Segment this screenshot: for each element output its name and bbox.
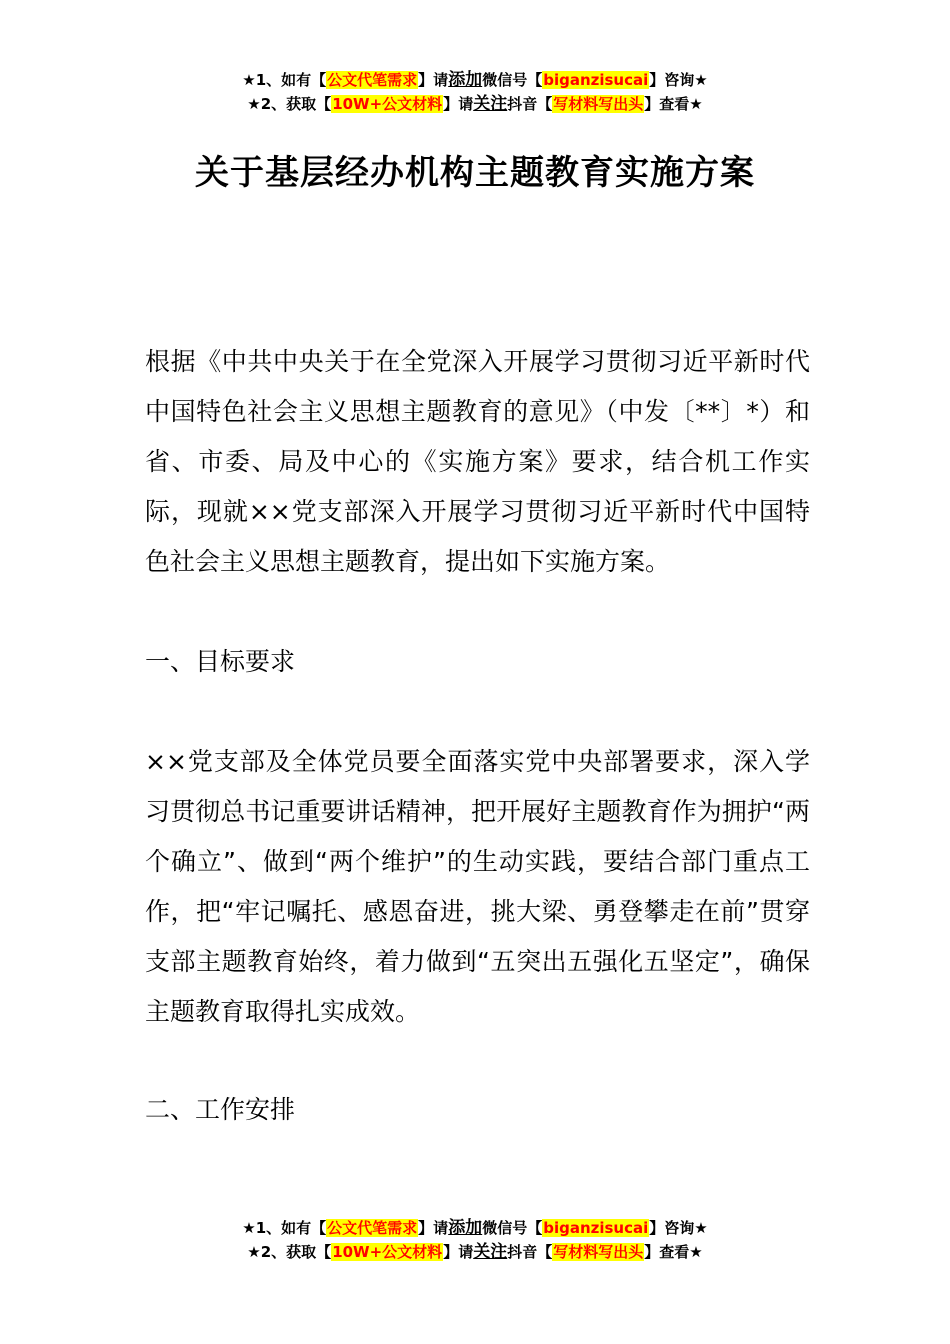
- promo-text: ★1、如有【: [242, 1219, 327, 1237]
- highlight-service: 公文代笔需求: [327, 1219, 418, 1237]
- highlight-wechat-id: biganzisucai: [543, 71, 649, 89]
- highlight-service: 公文代笔需求: [327, 71, 418, 89]
- promo-text: 微信号【: [482, 71, 543, 89]
- footer-promo-banner: [0, 1216, 950, 1264]
- section-heading-work-arrangement: 二、工作安排: [145, 1095, 296, 1124]
- highlight-materials: 10W+公文材料: [332, 95, 443, 113]
- promo-text: ★2、获取【: [247, 1243, 332, 1261]
- document-title: 关于基层经办机构主题教育实施方案: [195, 153, 755, 193]
- highlight-douyin-account: 写材料写出头: [553, 95, 644, 113]
- promo-text: 】请: [418, 1219, 449, 1237]
- promo-line-2: [0, 1240, 950, 1264]
- highlight-materials: 10W+公文材料: [332, 1243, 443, 1261]
- promo-text: ★1、如有【: [242, 71, 327, 89]
- promo-text: 抖音【: [507, 1243, 553, 1261]
- section-heading-goals: 一、目标要求: [145, 647, 296, 676]
- emphasis-text: 添加: [448, 1218, 483, 1238]
- promo-text: 】请: [443, 95, 474, 113]
- goals-paragraph: ××党支部及全体党员要全面落实党中央部署要求，深入学习贯彻总书记重要讲话精神，把开展好主题教育作为拥护“两个确立”、做到“两个维护”的生动实践，要结合部门重点工作，把“牢记嘱托、感恩奋进，挑大梁、勇登攀走在前”贯穿支部主题教育始终，着力做到“五突出五强化五坚定”，确保主题教育取得扎实成效。: [145, 747, 810, 1026]
- highlight-douyin-account: 写材料写出头: [553, 1243, 644, 1261]
- emphasis-text: 添加: [448, 70, 483, 90]
- promo-text: 】查看★: [644, 95, 703, 113]
- intro-paragraph: 根据《中共中央关于在全党深入开展学习贯彻习近平新时代中国特色社会主义思想主题教育的意见》（中发〔**〕*）和省、市委、局及中心的《实施方案》要求，结合机工作实际，现就××党支部深入开展学习贯彻习近平新时代中国特色社会主义思想主题教育，提出如下实施方案。: [145, 347, 810, 576]
- promo-text: 】请: [418, 71, 449, 89]
- promo-text: 抖音【: [507, 95, 553, 113]
- header-promo-banner: [0, 68, 950, 116]
- emphasis-text: 关注: [473, 1242, 508, 1262]
- promo-line-1: [0, 1216, 950, 1240]
- promo-text: ★2、获取【: [247, 95, 332, 113]
- promo-text: 微信号【: [482, 1219, 543, 1237]
- promo-line-1: [0, 68, 950, 92]
- highlight-wechat-id: biganzisucai: [543, 1219, 649, 1237]
- promo-text: 】请: [443, 1243, 474, 1261]
- promo-text: 】咨询★: [649, 1219, 708, 1237]
- promo-text: 】咨询★: [649, 71, 708, 89]
- promo-text: 】查看★: [644, 1243, 703, 1261]
- promo-line-2: [0, 92, 950, 116]
- emphasis-text: 关注: [473, 94, 508, 114]
